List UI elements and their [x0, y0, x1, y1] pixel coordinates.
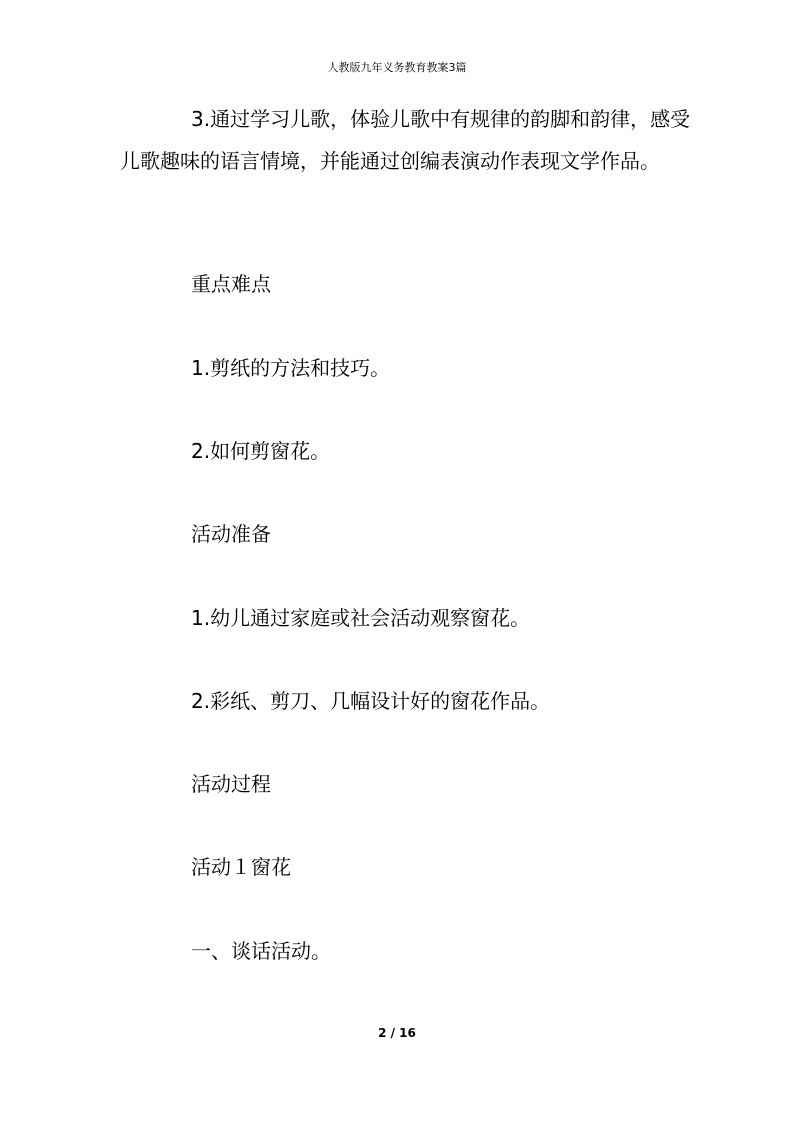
- step-1: 一、谈话活动。: [191, 939, 331, 963]
- preparation-item-1: 1.幼儿通过家庭或社会活动观察窗花。: [191, 606, 531, 630]
- heading-key-points: 重点难点: [191, 272, 271, 296]
- page-indicator: 2 / 16: [378, 1026, 416, 1040]
- heading-preparation: 活动准备: [191, 522, 271, 546]
- key-point-2: 2.如何剪窗花。: [191, 439, 331, 463]
- page-footer: [0, 1024, 794, 1042]
- activity-title: 活动１窗花: [191, 855, 291, 879]
- header-title: 人教版九年义务教育教案3篇: [327, 61, 467, 74]
- key-point-1: 1.剪纸的方法和技巧。: [191, 356, 391, 380]
- page-header: [0, 60, 794, 76]
- preparation-item-2: 2.彩纸、剪刀、几幅设计好的窗花作品。: [191, 689, 551, 713]
- intro-paragraph: 3.通过学习儿歌，体验儿歌中有规律的韵脚和韵律，感受儿歌趣味的语言情境，并能通过创编表演动作表现文学作品。: [120, 107, 691, 173]
- heading-process: 活动过程: [191, 772, 271, 796]
